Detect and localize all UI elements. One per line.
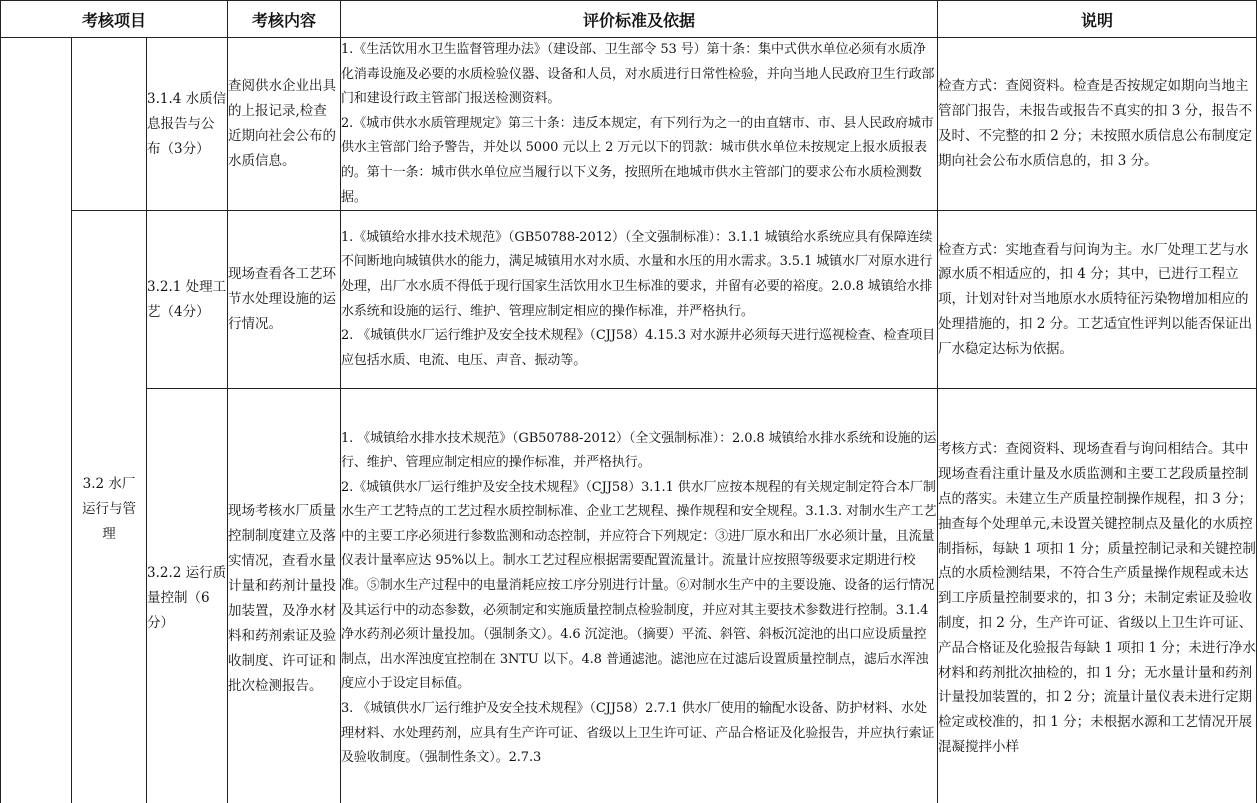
- note-cell: 检查方式：实地查看与问询为主。水厂处理工艺与水源水质不相适应的，扣 4 分；其中，已进行工程立项，计划对针对当地原水水质特征污染物增加相应的处理措施的，扣 2 分。工艺适宜性评判以能否保证出厂水稳定达标为依据。: [938, 211, 1257, 389]
- subitem-cell: 3.2.1 处理工艺（4分）: [147, 211, 228, 389]
- section-cell: 3.2 水厂运行与管理: [72, 211, 147, 803]
- standard-paragraph: 1.《生活饮用水卫生监督管理办法》（建设部、卫生部令 53 号）第十条：集中式供水单位必须有水质净化消毒设施及必要的水质检验仪器、设备和人员，对水质进行日常性检验，并向当地人民政府卫生行政部门和建设行政主管部门报送检测资料。: [341, 42, 935, 107]
- table-row: [1, 211, 1257, 389]
- subitem-cell: 3.2.2 运行质量控制（6分）: [147, 389, 228, 803]
- standard-paragraph: 2.《城镇供水厂运行维护及安全技术规程》（CJJ58）3.1.1 供水厂应按本规程的有关规定制定符合本厂制水生产工艺特点的工艺过程水质控制标准、企业工艺规程、操作规程和安全规程。3.1.3. 对制水生产工艺中的主要工序必须进行参数监测和动态控制，并应符合下列规定：③进厂原水和出厂水必须计量，且流量仪表计量率应达 95%以上。制水工艺过程应根据需要配置流量计。流量计应按照等级要求定期进行校准。⑤制水生产过程中的电量消耗应按工序分别进行计量。⑥对制水生产中的主要设施、设备的运行情况及其运行中的动态参数，必须制定和实施质量控制点检验制度，并应对其主要技术参数进行控制。3.1.4 净水药剂必须计量投加。（强制条文）。4.6 沉淀池。（摘要）平流、斜管、斜板沉淀池的出口应设质量控制点，出水浑浊度宜控制在 3NTU 以下。4.8 普通滤池。滤池应在过滤后设置质量控制点，滤后水浑浊度应小于设定目标值。: [341, 479, 937, 692]
- standard-cell: [341, 211, 938, 389]
- content-cell: 现场查看各工艺环节水处理设施的运行情况。: [228, 211, 341, 389]
- standard-paragraph: 2.《城市供水水质管理规定》第三十条：违反本规定，有下列行为之一的由直辖市、市、县人民政府城市供水主管部门给予警告，并处以 5000 元以上 2 万元以下的罚款：城市供水单位未按规定上报水质报表的。第十一条：城市供水单位应当履行以下义务，按照所在地城市供水主管部门的要求公布水质检测数据。: [341, 115, 934, 205]
- standard-cell: [341, 38, 938, 211]
- header-standard: 评价标准及依据: [341, 1, 938, 38]
- standard-paragraph: 2. 《城镇供水厂运行维护及安全技术规程》（CJJ58）4.15.3 对水源井必须每天进行巡视检查、检查项目应包括水质、电流、电压、声音、振动等。: [341, 328, 936, 368]
- note-cell: 检查方式：查阅资料。检查是否按规定如期向当地主管部门报告，未报告或报告不真实的扣 3 分，报告不及时、不完整的扣 2 分；未按照水质信息公布制度定期向社会公布水质信息的，扣 3 分。: [938, 38, 1257, 211]
- content-cell: 查阅供水企业出具的上报记录,检查近期向社会公布的水质信息。: [228, 38, 341, 211]
- header-note: 说明: [938, 1, 1257, 38]
- content-cell: 现场考核水厂质量控制制度建立及落实情况，查看水量计量和药剂计量投加装置，及净水材料和药剂索证及验收制度、许可证和批次检测报告。: [228, 389, 341, 803]
- standard-paragraph: 1. 《城镇给水排水技术规范》（GB50788-2012）（全文强制标准）：2.0.8 城镇给水排水系统和设施的运行、维护、管理应制定相应的操作标准，并严格执行。: [341, 430, 937, 471]
- table-row: [1, 38, 1257, 211]
- standard-paragraph: 1.《城镇给水排水技术规范》（GB50788-2012）（全文强制标准）：3.1.1 城镇给水系统应具有保障连续不间断地向城镇供水的能力，满足城镇用水对水质、水量和水压的用水需求。3.5.1 城镇水厂对原水进行处理，出厂水水质不得低于现行国家生活饮用水卫生标准的要求，并留有必要的裕度。2.0.8 城镇给水排水系统和设施的运行、维护、管理应制定相应的操作标准，并严格执行。: [341, 229, 933, 319]
- level2-cell-empty: [72, 38, 147, 211]
- standard-paragraph: 3. 《城镇供水厂运行维护及安全技术规程》（CJJ58）2.7.1 供水厂使用的输配水设备、防护材料、水处理材料、水处理药剂，应具有生产许可证、省级以上卫生许可证、产品合格证及化验报告，并应执行索证及验收制度。（强制性条文）。2.7.3: [341, 701, 935, 766]
- table-row: [1, 389, 1257, 803]
- standard-cell: [341, 389, 938, 803]
- level1-cell: [1, 38, 72, 803]
- note-cell: 考核方式：查阅资料、现场查看与询问相结合。其中现场查看注重计量及水质监测和主要工艺段质量控制点的落实。未建立生产质量控制操作规程，扣 3 分；抽查每个处理单元,未设置关键控制点及量化的水质控制指标，每缺 1 项扣 1 分；质量控制记录和关键控制点的水质检测结果，不符合生产质量操作规程或未达到工序质量控制要求的，扣 3 分；未制定索证及验收制度，扣 2 分，生产许可证、省级以上卫生许可证、产品合格证及化验报告每缺 1 项扣 1 分；未进行净水材料和药剂批次抽检的，扣 1 分；无水量计量和药剂计量投加装置的，扣 2 分；流量计量仪表未进行定期检定或校准的，扣 1 分；未根据水源和工艺情况开展混凝搅拌小样: [938, 389, 1257, 803]
- header-item: 考核项目: [1, 1, 228, 38]
- header-content: 考核内容: [228, 1, 341, 38]
- header-row: [1, 1, 1257, 38]
- subitem-cell: 3.1.4 水质信息报告与公布（3分）: [147, 38, 228, 211]
